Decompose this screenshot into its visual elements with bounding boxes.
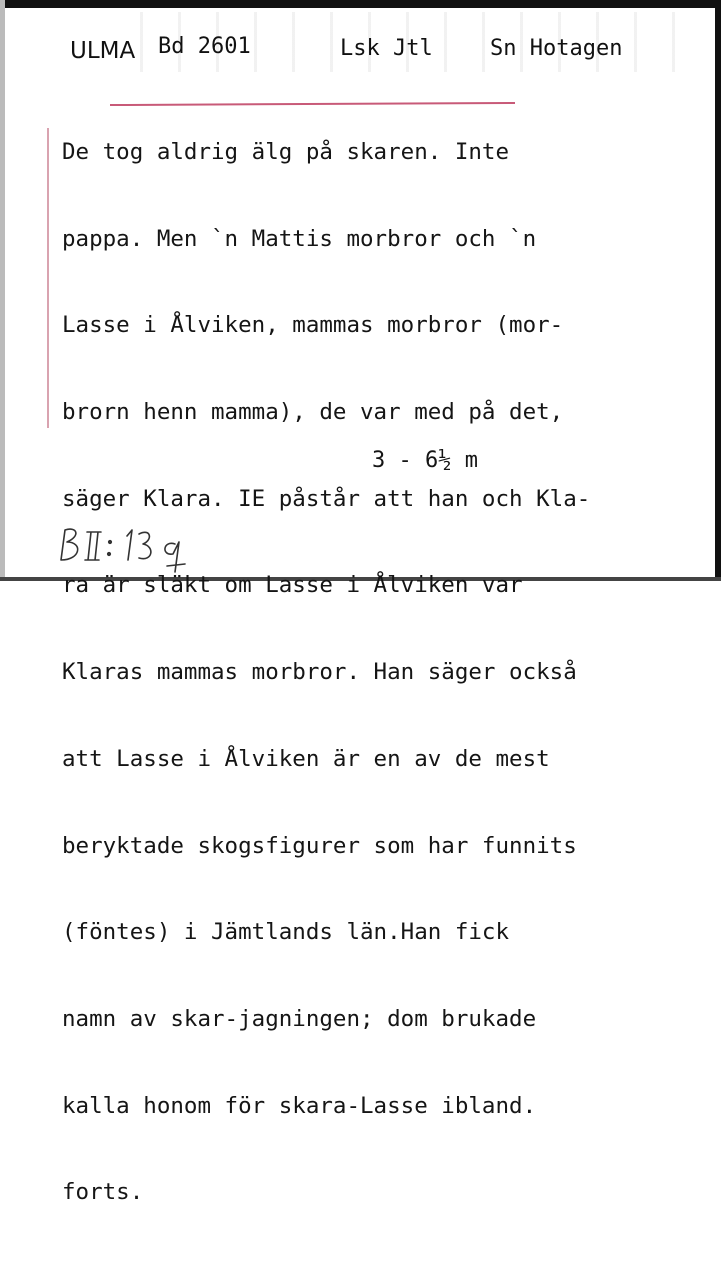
margin-rule <box>47 128 49 428</box>
text-line: Lasse i Ålviken, mammas morbror (mor- <box>62 312 564 339</box>
text-line: brorn henn mamma), de var med på det, <box>62 398 564 425</box>
text-line: (föntes) i Jämtlands län.Han fick <box>62 919 510 946</box>
text-line: pappa. Men `n Mattis morbror och `n <box>62 225 537 252</box>
text-line: namn av skar-jagningen; dom brukade <box>62 1006 537 1032</box>
handwritten-reference <box>55 520 225 576</box>
text-line: beryktade skogsfigurer som har funnits <box>62 832 577 859</box>
card-left-edge <box>0 0 5 581</box>
text-line: De tog aldrig älg på skaren. Inte <box>62 138 510 165</box>
card-right-edge <box>715 0 721 581</box>
card-top-edge <box>0 0 721 8</box>
text-line: säger Klara. IE påstår att han och Kla- <box>62 485 591 512</box>
card-body-text <box>62 80 590 1265</box>
text-line: ra är släkt om Lasse i Ålviken var <box>62 572 523 599</box>
text-line: att Lasse i Ålviken är en av de mest <box>62 745 550 772</box>
text-line: forts. <box>62 1179 144 1206</box>
measure-note: 3 - 6½ m <box>372 448 478 473</box>
record-number: Bd 2601 <box>158 34 251 59</box>
district-code: Lsk Jtl <box>340 36 433 61</box>
text-line: kalla honom för skara-Lasse ibland. <box>62 1092 537 1119</box>
text-line: Klaras mammas morbror. Han säger också <box>62 659 577 686</box>
archive-code: ULMA <box>70 38 136 64</box>
parish-code: Sn Hotagen <box>490 36 623 61</box>
